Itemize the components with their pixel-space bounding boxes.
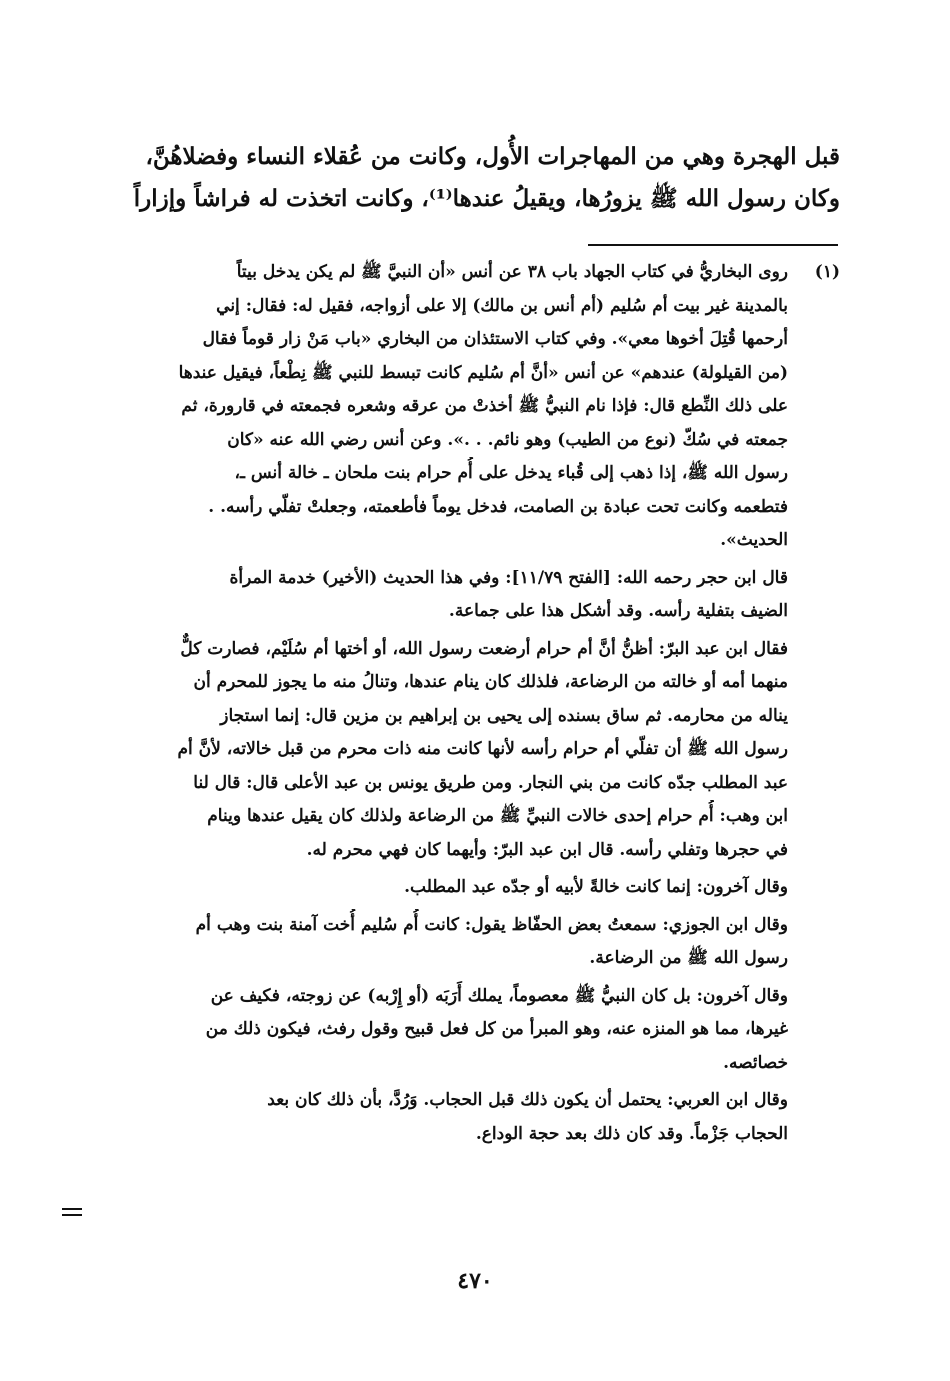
page-number: ٤٧٠ xyxy=(457,1268,493,1294)
footnote-line: وقال ابن الجوزي: سمعتُ بعض الحفّاظ يقول: كانت أُم سُليم أُخت آمنة بنت وهب أم xyxy=(195,914,788,935)
footnote-line: الضيف بتفلية رأسه. وقد أشكل هذا على جماعة. xyxy=(448,601,788,621)
footnote-line: رسول الله ﷺ من الرضاعة. xyxy=(589,948,788,968)
footnote-line: جمعته في سُكّ (نوع من الطيب) وهو نائم. . .». وعن أنس رضي الله عنه «كان xyxy=(227,429,788,450)
footnote-paragraph xyxy=(80,1084,840,1151)
footnote-paragraph xyxy=(80,980,840,1081)
footnote-line: رسول الله ﷺ أن تفلّي أم حرام رأسه لأنها كانت منه ذات محرم من قبل خالاته، لأنَّ أم xyxy=(177,739,788,759)
footnote-number: (١) xyxy=(814,262,840,282)
footnote-line: يناله من محارمه. ثم ساق بسنده إلى يحيى بن إبراهيم بن مزين قال: إنما استجاز xyxy=(220,705,788,726)
footnote-line: على ذلك النِّطع قال: فإذا نام النبيُّ ﷺ أخذتْ من عرقه وشعره فجمعته في قارورة، ثم xyxy=(181,396,788,416)
footnote-block xyxy=(80,256,840,558)
footnote-line: وقال آخرون: بل كان النبيُّ ﷺ معصوماً، يملك أَرَبَه (أو إِرْبه) عن زوجته، فكيف عن xyxy=(210,985,788,1006)
footnote-paragraph xyxy=(80,871,840,905)
footnote-divider xyxy=(588,244,838,246)
footnote-line: وقال آخرون: إنما كانت خالةً لأبيه أو جدّه عبد المطلب. xyxy=(404,877,788,897)
footnote-line: وقال ابن العربي: يحتمل أن يكون ذلك قبل الحجاب. وَرُدَّ، بأن ذلك كان بعد xyxy=(267,1090,788,1110)
footnote-line: خصائصه. xyxy=(723,1052,788,1073)
footnote-line: الحديث». xyxy=(720,530,788,550)
footnote-paragraph xyxy=(80,633,840,868)
footnote-line: (من القيلولة) عندهم» عن أنس «أنَّ أم سُليم كانت تبسط للنبي ﷺ نِطْعاً، فيقيل عندها xyxy=(178,362,788,383)
footnote-line: منهما أمه أو خالته من الرضاعة، فلذلك كان ينام عندها، وتنالُ منه ما يجوز للمحرم أن xyxy=(193,672,788,692)
margin-mark xyxy=(62,1208,82,1216)
footnote-line: في حجرها وتفلي رأسه. قال ابن عبد البرّ: وأيهما كان فهي محرم له. xyxy=(306,839,788,860)
footnote-line: أرحمها قُتِلَ أخوها معي». وفي كتاب الاستئذان من البخاري «باب مَنْ زار قوماً فقال xyxy=(202,329,788,349)
footnote-line: غيرها، مما هو المنزه عنه، وهو المبرأ من كل فعل قبيح وقول رفث، فيكون ذلك من xyxy=(205,1019,788,1039)
main-text-line: قبل الهجرة وهي من المهاجرات الأُول، وكانت من عُقلاء النساء وفضلاهُنَّ، xyxy=(145,143,840,170)
footnote-line: قال ابن حجر رحمه الله: [الفتح ١١/٧٩]: وفي هذا الحديث (الأخير) خدمة المرأة xyxy=(229,567,788,588)
footnote-line: ابن وهب: أُم حرام إحدى خالات النبيِّ ﷺ من الرضاعة ولذلك كان يقيل عندها وينام xyxy=(207,806,788,826)
main-text xyxy=(84,136,840,220)
footnote-line: عبد المطلب جدّه كانت من بني النجار. ومن طريق يونس بن عبد الأعلى قال: قال لنا xyxy=(193,772,788,793)
footnote-line: بالمدينة غير بيت أم سُليم (أم أنس بن مالك) إلا على أزواجه، فقيل له: فقال: إني xyxy=(216,295,788,316)
main-text-line: وكان رسول الله ﷺ يزورُها، ويقيلُ عندها⁽¹⁾، وكانت اتخذت له فراشاً وإزاراً xyxy=(133,185,840,212)
footnote-paragraph xyxy=(80,909,840,976)
footnote-line: رسول الله ﷺ، إذا ذهب إلى قُباء يدخل على أُم حرام بنت ملحان ـ خالة أنس ـ، xyxy=(234,463,788,483)
footnotes-section xyxy=(80,256,840,1155)
footnote-line: فتطعمه وكانت تحت عبادة بن الصامت، فدخل يوماً فأطعمته، وجعلتْ تفلّي رأسه. . xyxy=(208,496,788,517)
footnote-paragraph xyxy=(80,562,840,629)
footnote-line: الحجاب جَزْماً. وقد كان ذلك بعد حجة الوداع. xyxy=(475,1123,788,1144)
footnote-line: فقال ابن عبد البرّ: أظنُّ أنَّ أم حرام أرضعت رسول الله، أو أختها أم سُلَيْم، فصارت كلٌّ xyxy=(180,638,788,659)
footnote-line: روى البخاريُّ في كتاب الجهاد باب ٣٨ عن أنس «أن النبيَّ ﷺ لم يكن يدخل بيتاً xyxy=(236,262,788,282)
